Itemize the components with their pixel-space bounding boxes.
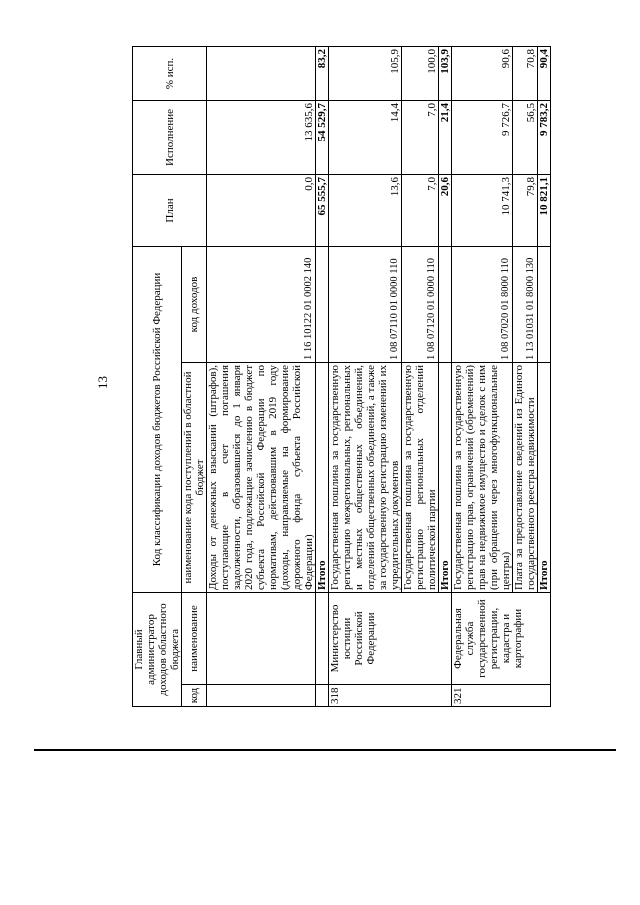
plan-value: 79,8 xyxy=(513,174,538,246)
admin-name: Министерство юстиции Российской Федерации xyxy=(329,592,452,684)
plan-value: 7,0 xyxy=(402,174,439,246)
percent-value xyxy=(207,46,316,100)
income-code: 1 13 01031 01 8000 130 xyxy=(513,246,538,362)
bottom-rule xyxy=(34,749,616,751)
description: Плата за предоставление сведений из Единого государственного реестра недвижимости xyxy=(513,362,538,592)
execution-value: 9 726,7 xyxy=(452,100,513,174)
header-row-1 xyxy=(133,46,182,706)
income-code: 1 08 07110 01 0000 110 xyxy=(329,246,402,362)
table-row-total xyxy=(316,46,329,706)
percent-value: 103,9 xyxy=(439,46,452,100)
income-code xyxy=(538,246,551,362)
plan-value: 65 555,7 xyxy=(316,174,329,246)
income-code: 1 16 10122 01 0002 140 xyxy=(207,246,316,362)
table-row xyxy=(452,46,513,706)
admin-code: 318 xyxy=(329,685,452,707)
income-code: 1 08 07020 01 8000 110 xyxy=(452,246,513,362)
percent-header: % исп. xyxy=(133,46,207,100)
percent-value: 70,8 xyxy=(513,46,538,100)
table-row xyxy=(329,46,402,706)
admin-name xyxy=(207,592,316,684)
admin-name: Федеральная служба государственной регистрации, кадастра и картографии xyxy=(452,592,551,684)
description: Доходы от денежных взысканий (штрафов), поступающие в счет погашения задолженности, образовавшейся до 1 января 2020 года, подлежащие зачислению в бюджет субъекта Российской Федерации по нормативам, действовавшим в 2019 году (доходы, направляемые на формирование дорожного фонда субъекта Российской Федерации) xyxy=(207,362,316,592)
execution-header: Исполнение xyxy=(133,100,207,174)
admin-group-header: Главный администратор доходов областного бюджета xyxy=(133,592,182,706)
table-row xyxy=(207,46,316,706)
admin-name-header: наименование xyxy=(182,592,207,684)
plan-value: 0,0 xyxy=(207,174,316,246)
plan-value: 20,6 xyxy=(439,174,452,246)
plan-value: 10 741,3 xyxy=(452,174,513,246)
total-label: Итого xyxy=(439,362,452,592)
execution-value: 56,5 xyxy=(513,100,538,174)
execution-value: 13 635,6 xyxy=(207,100,316,174)
plan-header: План xyxy=(133,174,207,246)
plan-value: 13,6 xyxy=(329,174,402,246)
revenue-table xyxy=(132,46,551,707)
description: Государственная пошлина за государственную регистрацию региональных отделений политической партии xyxy=(402,362,439,592)
income-code xyxy=(316,246,329,362)
execution-value: 21,4 xyxy=(439,100,452,174)
admin-code: 321 xyxy=(452,685,551,707)
percent-value: 83,2 xyxy=(316,46,329,100)
description: Государственная пошлина за государственную регистрацию межрегиональных, региональных и местных общественных объединений, отделений общественных объединений, а также за государственную регистрацию изменений их учредительных документов xyxy=(329,362,402,592)
admin-code-header: код xyxy=(182,685,207,707)
rotated-table-wrapper xyxy=(132,47,588,707)
percent-value: 100,0 xyxy=(402,46,439,100)
admin-name xyxy=(316,592,329,684)
admin-code xyxy=(207,685,316,707)
income-code xyxy=(439,246,452,362)
plan-value: 10 821,1 xyxy=(538,174,551,246)
kbk-code-header: код доходов xyxy=(182,246,207,362)
execution-value: 54 529,7 xyxy=(316,100,329,174)
kbk-group-header: Код классификации доходов бюджетов Российской Федерации xyxy=(133,246,182,592)
percent-value: 90,4 xyxy=(538,46,551,100)
total-label: Итого xyxy=(316,362,329,592)
percent-value: 90,6 xyxy=(452,46,513,100)
income-code: 1 08 07120 01 0000 110 xyxy=(402,246,439,362)
total-label: Итого xyxy=(538,362,551,592)
kbk-name-header: наименование кода поступлений в областной бюджет xyxy=(182,362,207,592)
page-number: 13 xyxy=(95,376,110,389)
execution-value: 7,0 xyxy=(402,100,439,174)
execution-value: 14,4 xyxy=(329,100,402,174)
percent-value: 105,9 xyxy=(329,46,402,100)
description: Государственная пошлина за государственную регистрацию прав, ограничений (обременений) прав на недвижимое имущество и сделок с ним (при обращении через многофункциональные центры) xyxy=(452,362,513,592)
execution-value: 9 783,2 xyxy=(538,100,551,174)
admin-code xyxy=(316,685,329,707)
